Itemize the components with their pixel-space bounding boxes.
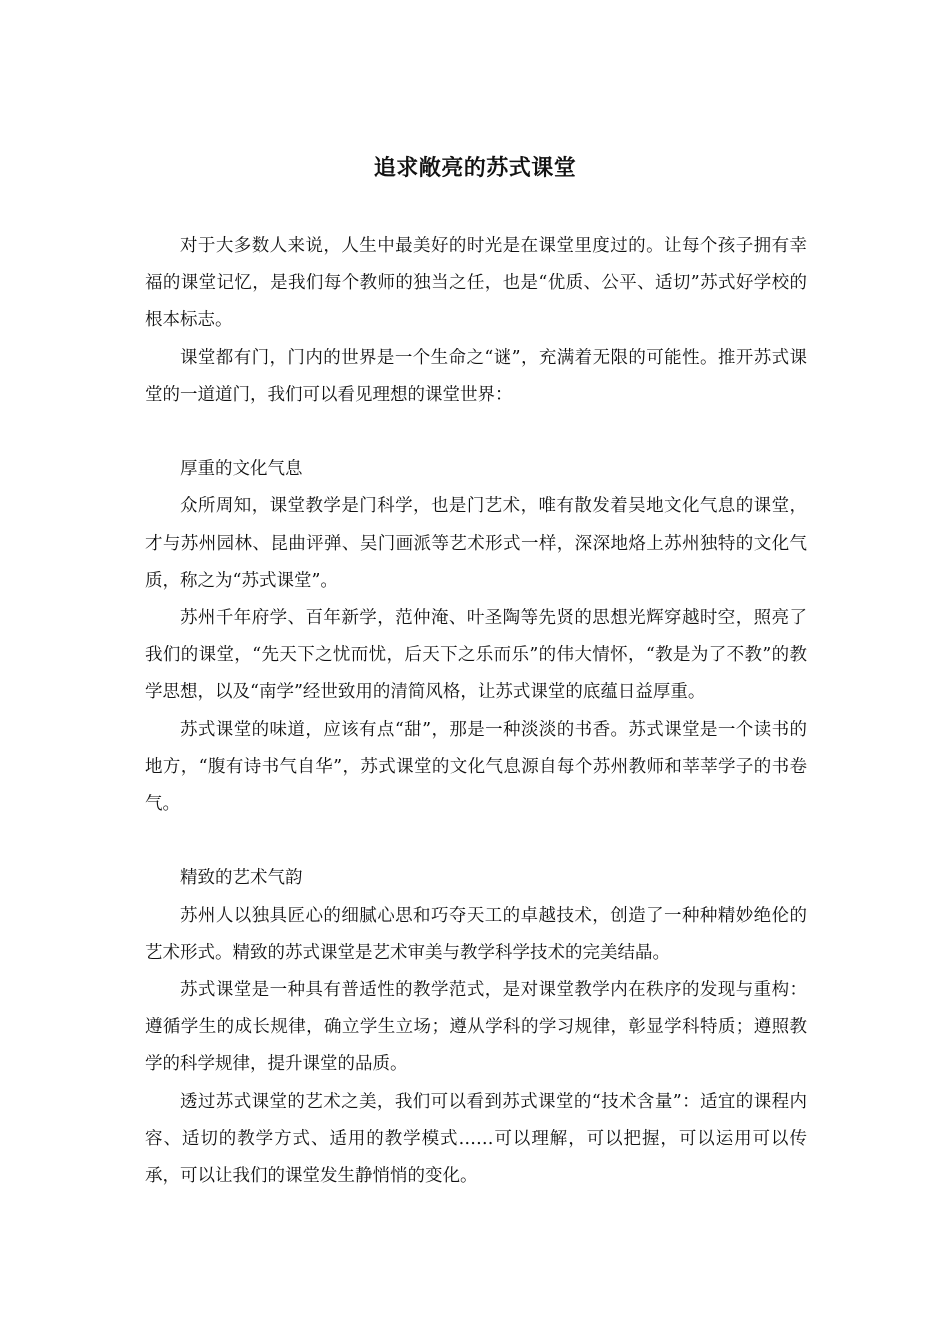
document-title: 追求敞亮的苏式课堂 — [373, 156, 577, 181]
art-paragraph-3: 透过苏式课堂的艺术之美，我们可以看到苏式课堂的“技术含量”：适宜的课程内容、适切的教学方式、适用的教学模式……可以理解，可以把握，可以运用可以传承，可以让我们的课堂发生静悄悄的变化。 — [145, 1091, 807, 1187]
culture-paragraph-3: 苏式课堂的味道，应该有点“甜”，那是一种淡淡的书香。苏式课堂是一个读书的地方，“腹有诗书气自华”，苏式课堂的文化气息源自每个苏州教师和莘莘学子的书卷气。 — [145, 719, 807, 815]
section-heading-culture: 厚重的文化气息 — [180, 459, 303, 480]
document-body — [145, 228, 807, 1195]
section-gap — [145, 823, 807, 860]
intro-paragraph-1: 对于大多数人来说，人生中最美好的时光是在课堂里度过的。让每个孩子拥有幸福的课堂记忆，是我们每个教师的独当之任，也是“优质、公平、适切”苏式好学校的根本标志。 — [145, 236, 807, 331]
intro-paragraph-2: 课堂都有门，门内的世界是一个生命之“谜”，充满着无限的可能性。推开苏式课堂的一道道门，我们可以看见理想的课堂世界： — [145, 347, 807, 405]
section-heading-art: 精致的艺术气韵 — [180, 868, 303, 889]
section-gap — [145, 414, 807, 451]
art-paragraph-1: 苏州人以独具匠心的细腻心思和巧夺天工的卓越技术，创造了一种种精妙绝伦的艺术形式。精致的苏式课堂是艺术审美与教学科学技术的完美结晶。 — [145, 905, 807, 963]
culture-paragraph-1: 众所周知，课堂教学是门科学，也是门艺术，唯有散发着吴地文化气息的课堂，才与苏州园林、昆曲评弹、吴门画派等艺术形式一样，深深地烙上苏州独特的文化气质，称之为“苏式课堂”。 — [145, 496, 807, 591]
art-paragraph-2: 苏式课堂是一种具有普适性的教学范式，是对课堂教学内在秩序的发现与重构：遵循学生的成长规律，确立学生立场；遵从学科的学习规律，彰显学科特质；遵照教学的科学规律，提升课堂的品质。 — [145, 980, 807, 1075]
culture-paragraph-2: 苏州千年府学、百年新学，范仲淹、叶圣陶等先贤的思想光辉穿越时空，照亮了我们的课堂，“先天下之忧而忧，后天下之乐而乐”的伟大情怀，“教是为了不教”的教学思想，以及“南学”经世致用的清简风格，让苏式课堂的底蕴日益厚重。 — [145, 608, 807, 703]
